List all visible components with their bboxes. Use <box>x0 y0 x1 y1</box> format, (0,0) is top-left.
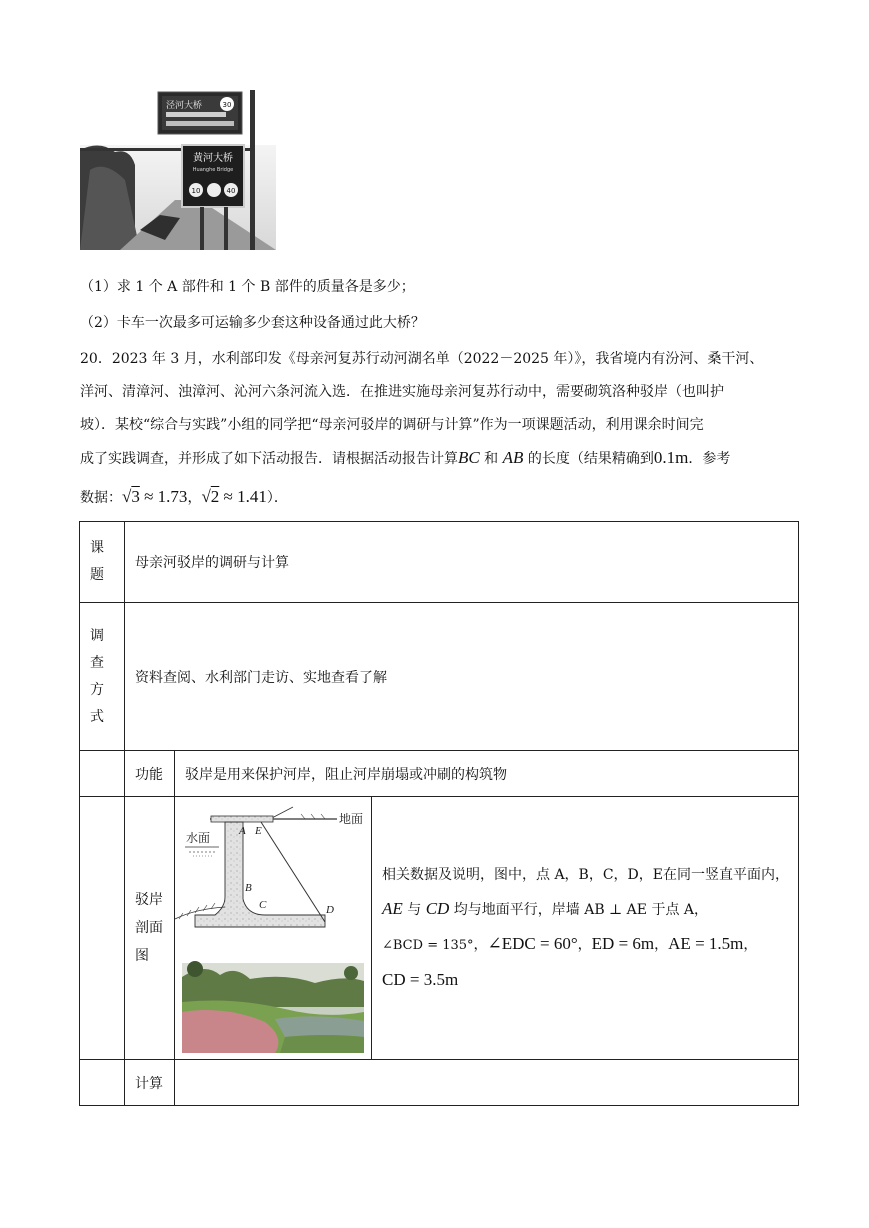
embankment-cross-section-diagram <box>175 797 371 1059</box>
notes-separator: ， <box>473 937 488 953</box>
length-cd: CD = 3.5m <box>382 970 459 989</box>
table-row-calculation <box>80 1060 799 1106</box>
length-ae: AE = 1.5m <box>668 934 744 953</box>
angle-bcd: ∠BCD = 135° <box>382 938 474 953</box>
main-sign-limit-1: 10 <box>191 187 201 195</box>
table-row-section <box>80 797 799 1060</box>
main-sign-subtitle: Huanghe Bridge <box>192 167 234 173</box>
method-label-char: 查 <box>90 654 104 671</box>
topic-content: 母亲河驳岸的调研与计算 <box>125 522 799 603</box>
point-d-label: D <box>326 904 334 916</box>
point-b-label: B <box>245 882 252 894</box>
segment-cd: CD <box>425 899 450 918</box>
notes-parallel-text: 均与地面平行，岸墙 AB ⊥ AE 于点 A， <box>449 902 709 918</box>
section-label-part: 图 <box>135 948 149 964</box>
calculation-label: 计算 <box>125 1060 175 1106</box>
function-content: 驳岸是用来保护河岸，阻止河岸崩塌或冲刷的构筑物 <box>175 751 799 797</box>
notes-separator: ， <box>743 937 758 953</box>
method-content: 资料查阅、水利部门走访、实地查看了解 <box>125 603 799 751</box>
method-label-char: 调 <box>90 627 104 644</box>
point-a-label: A <box>239 825 246 837</box>
activity-report-table <box>79 521 799 1106</box>
problem-20-line-5 <box>80 487 288 508</box>
precision-value: 0.1m <box>653 448 689 467</box>
topic-label-char: 题 <box>90 567 104 583</box>
reference-separator: ， <box>187 490 202 506</box>
section-label-part: 剖面 <box>135 920 163 936</box>
sqrt-sign-icon: √ <box>201 487 211 506</box>
sqrt-3-approx: ≈ 1.73 <box>139 487 188 506</box>
method-label-char: 式 <box>90 708 104 725</box>
sqrt-2-approx: ≈ 1.41 <box>219 487 267 506</box>
sqrt-sign-icon: √ <box>122 487 132 506</box>
river-bank-photo <box>182 961 364 1053</box>
angle-edc: ∠EDC = 60° <box>487 934 578 953</box>
table-row-function <box>80 751 799 797</box>
main-sign-limit-2: 40 <box>226 187 236 195</box>
notes-separator: ， <box>577 937 592 953</box>
segment-ae: AE <box>382 899 403 918</box>
question-2: （2）卡车一次最多可运输多少套这种设备通过此大桥？ <box>80 315 425 331</box>
topic-label-char: 课 <box>90 540 104 556</box>
line-4-text-b: 的长度（结果精确到 <box>523 451 654 467</box>
notes-line-3 <box>382 927 792 963</box>
reference-end: ）． <box>266 490 288 506</box>
segment-bc: BC <box>458 448 480 467</box>
upper-sign-badge: 30 <box>222 101 232 109</box>
point-c-label: C <box>259 899 267 911</box>
notes-line-1: 相关数据及说明，图中，点 A，B，C，D，E在同一竖直平面内， <box>382 867 790 883</box>
main-sign-title: 黄河大桥 <box>193 153 233 164</box>
diagram-notes-cell <box>372 797 799 1060</box>
section-label <box>125 797 175 1060</box>
upper-sign-text: 泾河大桥 <box>166 101 203 111</box>
section-label-part: 驳岸 <box>135 892 163 908</box>
calculation-content <box>175 1060 799 1106</box>
bridge-sign-illustration <box>80 90 276 250</box>
point-e-label: E <box>255 825 262 837</box>
topic-label <box>80 522 125 603</box>
water-label: 水面 <box>186 831 211 845</box>
method-label-char: 方 <box>90 681 104 698</box>
segment-ab: AB <box>502 448 524 467</box>
table-row-topic <box>80 522 799 603</box>
reference-label: 数据： <box>80 490 122 506</box>
notes-line-2 <box>382 892 792 927</box>
method-label <box>80 603 125 751</box>
empty-cell <box>80 1060 125 1106</box>
notes-and: 与 <box>402 902 426 918</box>
empty-cell <box>80 797 125 1060</box>
problem-20-line-3: 坡）．某校“综合与实践”小组的同学把“母亲河驳岸的调研与计算”作为一项课题活动，利用课余时间完 <box>80 417 704 433</box>
question-1: （1）求 1 个 A 部件和 1 个 B 部件的质量各是多少； <box>80 279 415 295</box>
sqrt-3-expression <box>122 487 187 506</box>
notes-line-4 <box>382 963 792 998</box>
length-ed: ED = 6m <box>591 934 655 953</box>
problem-20-line-4 <box>80 448 730 469</box>
line-4-text-c: ．参考 <box>688 451 731 467</box>
problem-20-line-2: 洋河、清漳河、浊漳河、沁河六条河流入选．在推进实施母亲河复苏行动中，需要砌筑洛种驳岸（也叫护 <box>80 384 724 400</box>
sqrt-2-radicand: 2 <box>210 487 220 506</box>
bridge-sign-photo <box>80 90 276 250</box>
function-label: 功能 <box>125 751 175 797</box>
ground-label: 地面 <box>339 812 364 826</box>
table-row-method <box>80 603 799 751</box>
line-4-text-a: 成了实践调查，并形成了如下活动报告．请根据活动报告计算 <box>80 451 458 467</box>
sqrt-2-expression <box>201 487 266 506</box>
line-4-and: 和 <box>479 451 503 467</box>
sqrt-3-radicand: 3 <box>131 487 140 506</box>
notes-separator: ， <box>654 937 669 953</box>
diagram-cell <box>175 797 372 1060</box>
empty-cell <box>80 751 125 797</box>
problem-20-line-1: 20．2023 年 3 月，水利部印发《母亲河复苏行动河湖名单（2022－2025 年）》，我省境内有汾河、桑干河、 <box>80 351 764 367</box>
